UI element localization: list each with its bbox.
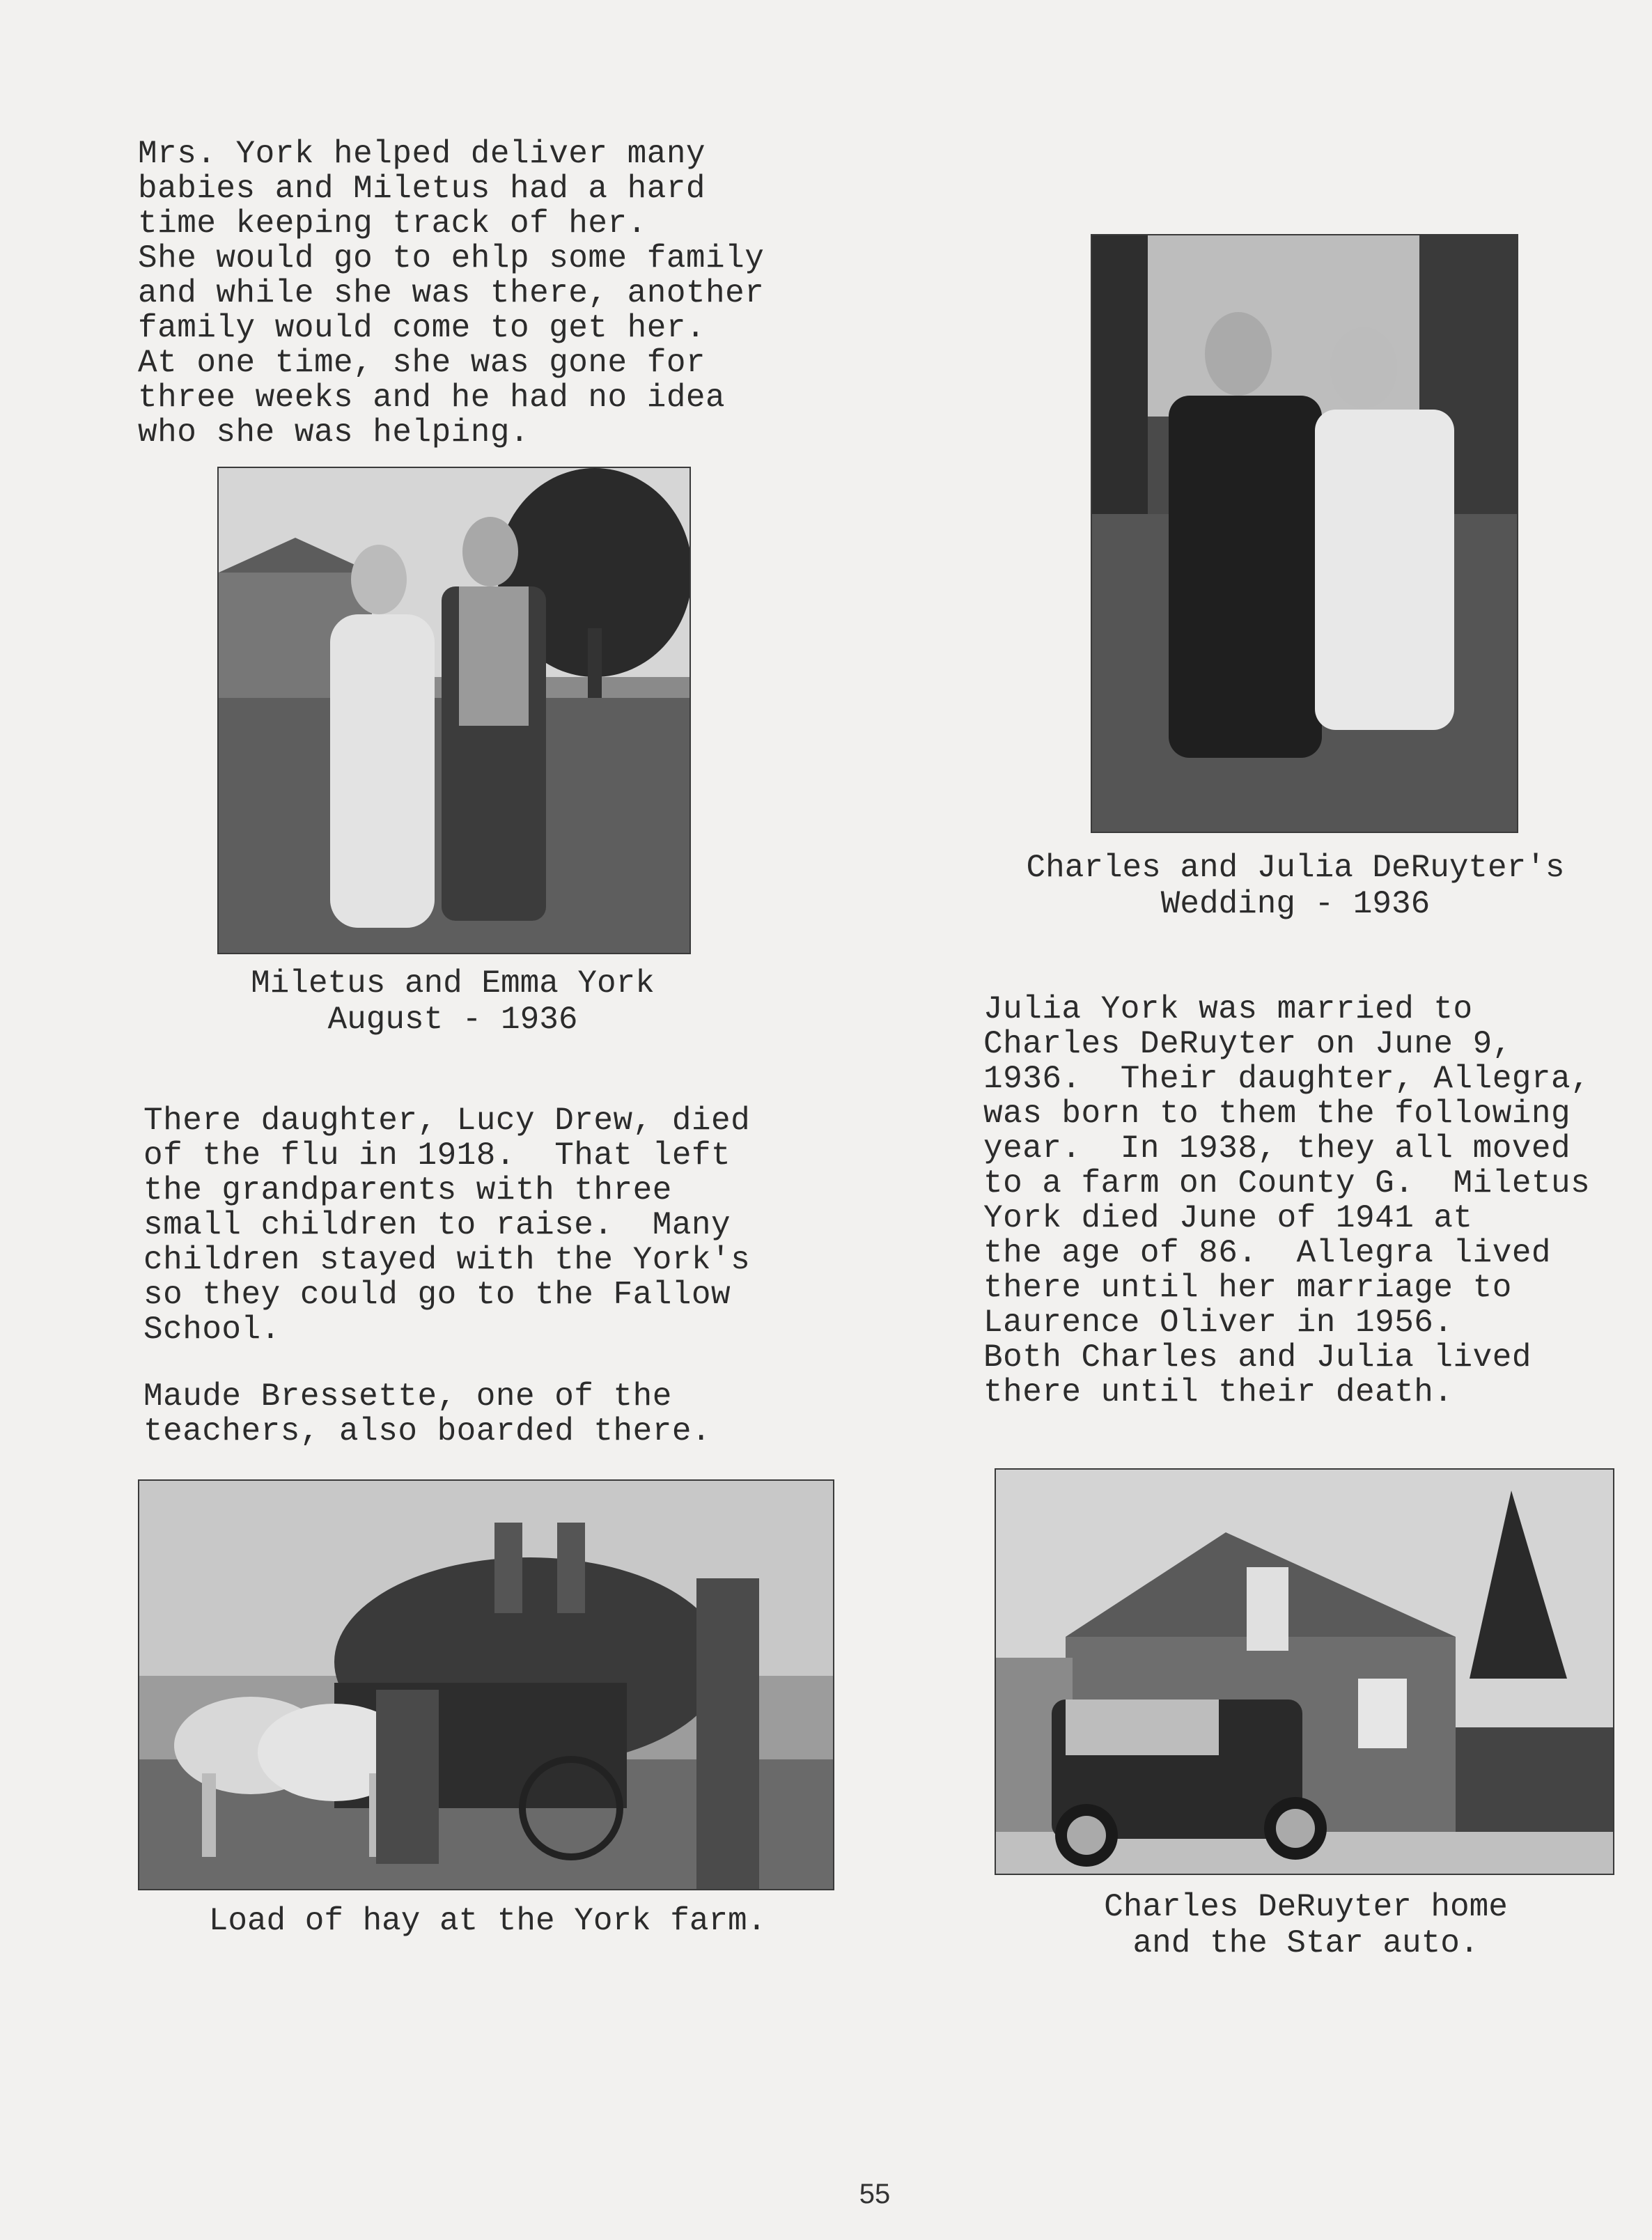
wedding-caption: Charles and Julia DeRuyter's Wedding - 1936 xyxy=(1026,850,1565,922)
york-couple-photo xyxy=(217,467,691,954)
lucy-paragraph: There daughter, Lucy Drew, died of the flu in 1918. That left the grandparents with three small children to raise. Many children stayed with the York's so they could go to the Fallow School. xyxy=(143,1103,751,1348)
wedding-photo xyxy=(1091,234,1518,833)
deruyter-home-photo xyxy=(995,1468,1614,1875)
hay-load-photo xyxy=(138,1479,834,1890)
julia-paragraph: Julia York was married to Charles DeRuyter on June 9, 1936. Their daughter, Allegra, was born to them the following year. In 1938, they all moved to a farm on County G. Miletus York died June of 1941 at the age of 86. Allegra lived there until her marriage to Laurence Oliver in 1956. Both Charles and Julia lived there until their death. xyxy=(983,991,1591,1410)
york-couple-caption: Miletus and Emma York August - 1936 xyxy=(251,965,655,1038)
page-number: 55 xyxy=(859,2179,891,2209)
hay-load-caption: Load of hay at the York farm. xyxy=(208,1903,767,1939)
intro-paragraph: Mrs. York helped deliver many babies and Miletus had a hard time keeping track of her. She would go to ehlp some family and while she was there, another family would come to get her. At one time, she was gone for three weeks and he had no idea who she was helping. xyxy=(138,136,765,451)
deruyter-home-caption: Charles DeRuyter home and the Star auto. xyxy=(1104,1889,1508,1961)
maude-paragraph: Maude Bressette, one of the teachers, also boarded there. xyxy=(143,1378,712,1449)
